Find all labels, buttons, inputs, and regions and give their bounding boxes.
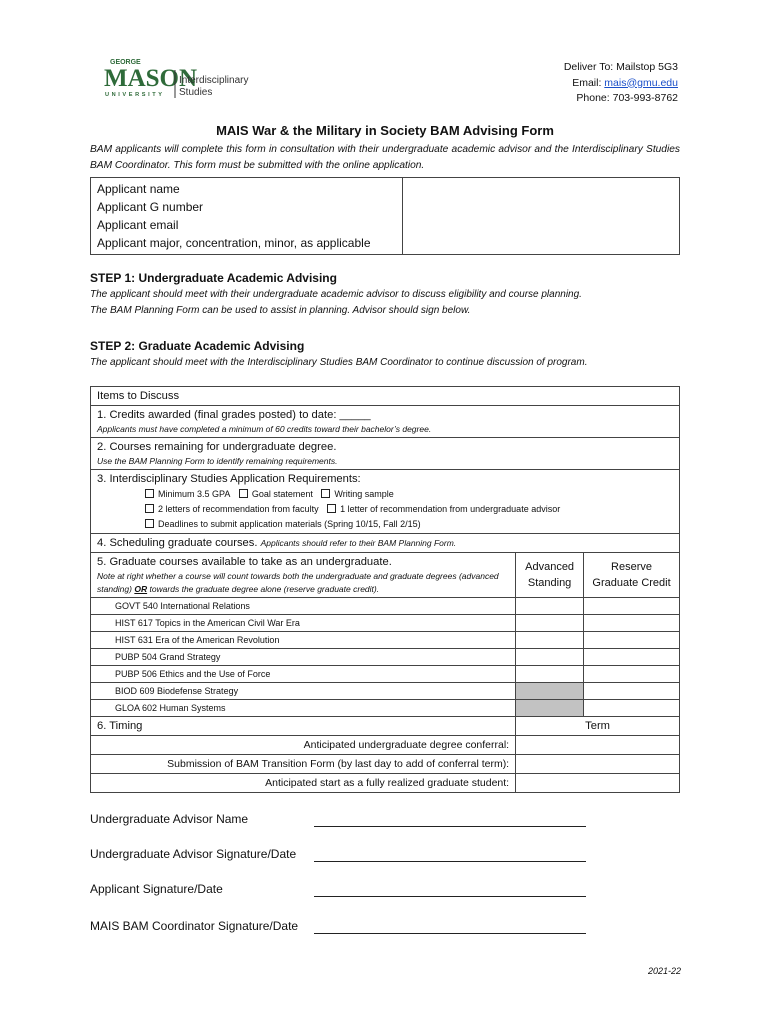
course-row [91,666,680,683]
gmu-logo-mark [104,56,264,100]
sig-advisor-signature-label: Undergraduate Advisor Signature/Date [90,847,297,861]
contact-block [564,60,678,107]
item-4-text: 4. Scheduling graduate courses. [97,537,258,549]
item-5 [91,553,516,598]
course-row [91,615,680,632]
course-adv-cell-disabled [516,700,584,717]
sig-advisor-name-line[interactable] [314,826,586,827]
course-res-cell[interactable] [584,683,680,700]
applicant-labels [91,178,403,255]
item-5-text: 5. Graduate courses available to take as an undergraduate. [97,556,392,568]
course-name: HIST 631 Era of the American Revolution [91,632,516,649]
course-res-cell[interactable] [584,615,680,632]
checkbox-goal[interactable] [239,489,248,498]
email-label: Email: [572,76,605,89]
sig-advisor-signature-line[interactable] [314,861,586,862]
course-res-cell[interactable] [584,666,680,683]
sig-coordinator-label: MAIS BAM Coordinator Signature/Date [90,919,299,933]
req-row-2 [97,502,673,517]
step2-desc: The applicant should meet with the Interdisciplinary Studies BAM Coordinator to continue discussion of program. [90,357,588,368]
label-email: Applicant email [97,218,179,232]
label-gnumber: Applicant G number [97,200,204,214]
item-5-note [97,570,509,596]
course-name: PUBP 506 Ethics and the Use of Force [91,666,516,683]
course-adv-cell-disabled [516,683,584,700]
course-res-cell[interactable] [584,700,680,717]
items-header: Items to Discuss [91,387,680,406]
course-row [91,598,680,615]
form-year: 2021-22 [647,966,681,976]
course-row [91,649,680,666]
term-cell[interactable] [516,736,680,755]
sig-applicant-line[interactable] [314,896,586,897]
item-5-note-a: Note at right whether a course will count towards both the undergraduate and graduate degrees (advanced standing) [97,571,499,594]
logo-dept1: Interdisciplinary [179,75,249,86]
course-row [91,700,680,717]
timing-conferral: Anticipated undergraduate degree conferral: [91,736,516,755]
course-name: HIST 617 Topics in the American Civil War Era [91,615,516,632]
item-4 [91,534,680,553]
checkbox-gpa[interactable] [145,489,154,498]
course-row [91,683,680,700]
req-advisor: 1 letter of recommendation from undergraduate advisor [340,504,561,514]
item-1 [91,406,680,438]
item-4-note: Applicants should refer to their BAM Planning Form. [260,538,457,548]
course-res-cell[interactable] [584,632,680,649]
intro-text: BAM applicants will complete this form in consultation with their undergraduate academic advisor and the Interdisciplinary Studies BAM Coordinator. This form must be submitted with the online application. [90,144,680,171]
course-name: GLOA 602 Human Systems [91,700,516,717]
item-2-note: Use the BAM Planning Form to identify remaining requirements. [97,456,338,466]
course-adv-cell[interactable] [516,632,584,649]
item-2-text: 2. Courses remaining for undergraduate degree. [97,441,337,453]
req-faculty: 2 letters of recommendation from faculty [158,504,319,514]
req-gpa: Minimum 3.5 GPA [158,489,231,499]
course-adv-cell[interactable] [516,615,584,632]
item-1-note: Applicants must have completed a minimum of 60 credits toward their bachelor’s degree. [97,424,432,434]
items-table [90,386,680,793]
term-cell[interactable] [516,774,680,793]
course-adv-cell[interactable] [516,666,584,683]
req-deadlines: Deadlines to submit application materials (Spring 10/15, Fall 2/15) [158,519,421,529]
applicant-table [90,177,680,255]
req-row-3 [97,517,673,532]
item-2 [91,438,680,470]
gmu-logo [104,56,264,100]
email-link[interactable]: mais@gmu.edu [604,76,678,89]
item-5-note-or: OR [134,584,148,594]
checkbox-advisor[interactable] [327,504,336,513]
course-name: GOVT 540 International Relations [91,598,516,615]
applicant-input-cell[interactable] [403,178,680,255]
req-goal: Goal statement [251,489,313,499]
term-header: Term [516,717,680,736]
email-line [564,76,678,92]
sig-applicant-label: Applicant Signature/Date [90,882,223,896]
item-3-text: 3. Interdisciplinary Studies Application Requirements: [97,473,361,485]
sig-coordinator-line[interactable] [314,933,586,934]
course-res-cell[interactable] [584,649,680,666]
step1-heading: STEP 1: Undergraduate Academic Advising [90,271,337,285]
checkbox-faculty[interactable] [145,504,154,513]
step2-heading: STEP 2: Graduate Academic Advising [90,339,305,353]
phone: Phone: 703-993-8762 [576,92,678,104]
course-adv-cell[interactable] [516,598,584,615]
timing-transition: Submission of BAM Transition Form (by last day to add of conferral term): [91,755,516,774]
course-row [91,632,680,649]
step1-desc-line2: The BAM Planning Form can be used to assist in planning. Advisor should sign below. [90,305,471,316]
item-6: 6. Timing [91,717,516,736]
checkbox-deadlines[interactable] [145,519,154,528]
req-writing: Writing sample [334,489,394,499]
logo-line1: GEORGE [110,59,141,66]
checkbox-writing[interactable] [321,489,330,498]
logo-line2: MASON [104,65,198,92]
timing-start: Anticipated start as a fully realized graduate student: [91,774,516,793]
item-1-text: 1. Credits awarded (final grades posted) to date: _____ [97,409,371,421]
course-res-cell[interactable] [584,598,680,615]
step1-desc-line1: The applicant should meet with their undergraduate academic advisor to discuss eligibility and course planning. [90,289,582,300]
col-advanced-standing: Advanced Standing [516,553,584,598]
form-title: MAIS War & the Military in Society BAM Advising Form [216,123,554,138]
col-reserve-credit: Reserve Graduate Credit [584,553,680,598]
item-3 [91,470,680,534]
logo-dept2: Studies [179,87,213,98]
label-name: Applicant name [97,182,180,196]
course-name: PUBP 504 Grand Strategy [91,649,516,666]
term-cell[interactable] [516,755,680,774]
sig-advisor-name-label: Undergraduate Advisor Name [90,812,249,826]
item-5-note-b: towards the graduate degree alone (reserve graduate credit). [147,584,380,594]
req-row-1 [97,487,673,502]
course-adv-cell[interactable] [516,649,584,666]
logo-line3: UNIVERSITY [105,92,165,98]
course-name: BIOD 609 Biodefense Strategy [91,683,516,700]
step1-desc [90,287,690,319]
deliver-to: Deliver To: Mailstop 5G3 [563,61,678,73]
label-major: Applicant major, concentration, minor, as applicable [97,236,371,250]
